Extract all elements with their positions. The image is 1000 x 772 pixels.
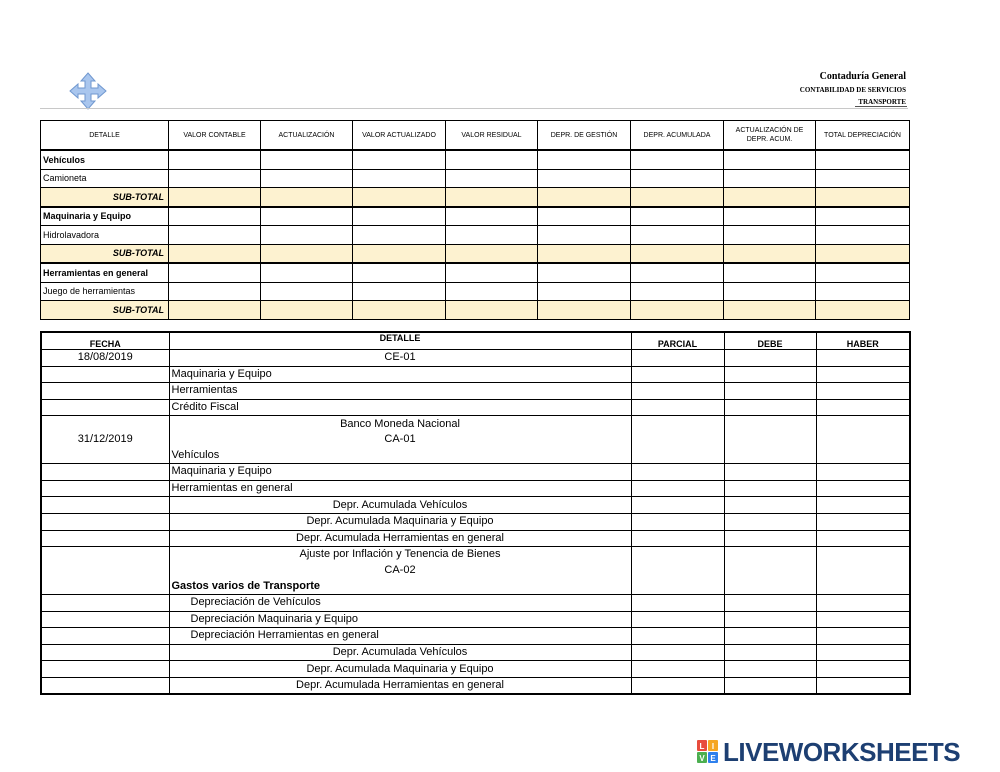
answer-cell[interactable] — [261, 188, 353, 207]
answer-cell[interactable] — [816, 150, 910, 169]
answer-cell[interactable] — [169, 226, 261, 245]
answer-cell[interactable] — [169, 263, 261, 282]
debe-cell[interactable] — [724, 448, 816, 464]
entry-detail: Vehículos — [169, 448, 631, 464]
entry-date — [41, 399, 169, 416]
haber-cell[interactable] — [816, 594, 910, 611]
debe-cell[interactable] — [724, 464, 816, 481]
answer-cell[interactable] — [353, 169, 446, 188]
entry-date — [41, 563, 169, 579]
answer-cell[interactable] — [538, 244, 631, 263]
debe-cell[interactable] — [724, 366, 816, 383]
answer-cell[interactable] — [538, 150, 631, 169]
entry-date — [41, 628, 169, 645]
haber-cell[interactable] — [816, 464, 910, 481]
answer-cell[interactable] — [261, 169, 353, 188]
group-row — [41, 263, 910, 282]
row-label: Herramientas en general — [41, 263, 169, 282]
answer-cell[interactable] — [169, 188, 261, 207]
answer-cell[interactable] — [816, 244, 910, 263]
answer-cell[interactable] — [538, 226, 631, 245]
debe-cell[interactable] — [724, 563, 816, 579]
journal-row — [41, 464, 910, 481]
journal-row — [41, 366, 910, 383]
item-row — [41, 226, 910, 245]
entry-detail: Depr. Acumulada Vehículos — [169, 644, 631, 661]
answer-cell[interactable] — [724, 226, 816, 245]
entry-detail: Depr. Acumulada Herramientas en general — [169, 530, 631, 547]
answer-cell[interactable] — [816, 301, 910, 320]
answer-cell[interactable] — [446, 188, 538, 207]
debe-cell[interactable] — [724, 480, 816, 497]
answer-cell[interactable] — [261, 301, 353, 320]
answer-cell[interactable] — [631, 263, 724, 282]
debe-cell[interactable] — [724, 383, 816, 400]
entry-detail: Depreciación Maquinaria y Equipo — [169, 611, 631, 628]
haber-cell[interactable] — [816, 399, 910, 416]
answer-cell[interactable] — [353, 150, 446, 169]
liveworksheets-wordmark: LIVEWORKSHEETS — [723, 737, 961, 767]
col-debe: DEBE — [724, 332, 816, 350]
answer-cell[interactable] — [353, 301, 446, 320]
debe-cell[interactable] — [724, 594, 816, 611]
entry-detail: Herramientas en general — [169, 480, 631, 497]
entry-detail: CA-02 — [169, 563, 631, 579]
haber-cell[interactable] — [816, 480, 910, 497]
answer-cell[interactable] — [353, 188, 446, 207]
parcial-cell[interactable] — [631, 513, 724, 530]
answer-cell[interactable] — [538, 188, 631, 207]
entry-detail: Ajuste por Inflación y Tenencia de Bienes — [169, 547, 631, 563]
entry-date — [41, 416, 169, 432]
debe-cell[interactable] — [724, 547, 816, 563]
entry-detail: Banco Moneda Nacional — [169, 416, 631, 432]
col-total-depreciacion: TOTAL DEPRECIACIÓN — [816, 121, 910, 151]
parcial-cell[interactable] — [631, 547, 724, 563]
answer-cell[interactable] — [446, 244, 538, 263]
answer-cell[interactable] — [446, 263, 538, 282]
parcial-cell[interactable] — [631, 416, 724, 432]
answer-cell[interactable] — [631, 244, 724, 263]
liveworksheets-logo — [697, 738, 993, 766]
haber-cell[interactable] — [816, 513, 910, 530]
entry-date — [41, 547, 169, 563]
col-haber: HABER — [816, 332, 910, 350]
answer-cell[interactable] — [446, 301, 538, 320]
group-row — [41, 207, 910, 226]
parcial-cell[interactable] — [631, 661, 724, 678]
haber-cell[interactable] — [816, 530, 910, 547]
journal-row — [41, 563, 910, 579]
answer-cell[interactable] — [724, 169, 816, 188]
answer-cell[interactable] — [538, 207, 631, 226]
answer-cell[interactable] — [816, 207, 910, 226]
journal-row — [41, 547, 910, 563]
col-depr-gestion: DEPR. DE GESTIÓN — [538, 121, 631, 151]
entry-date: 31/12/2019 — [41, 432, 169, 448]
haber-cell[interactable] — [816, 432, 910, 448]
badge-letter-i: I — [711, 742, 715, 751]
answer-cell[interactable] — [446, 207, 538, 226]
entry-detail: Maquinaria y Equipo — [169, 366, 631, 383]
answer-cell[interactable] — [353, 244, 446, 263]
row-label: Maquinaria y Equipo — [41, 207, 169, 226]
journal-table-header — [41, 332, 910, 350]
parcial-cell[interactable] — [631, 677, 724, 694]
answer-cell[interactable] — [261, 282, 353, 301]
haber-cell[interactable] — [816, 383, 910, 400]
haber-cell[interactable] — [816, 628, 910, 645]
answer-cell[interactable] — [538, 169, 631, 188]
parcial-cell[interactable] — [631, 628, 724, 645]
col-actualizacion: ACTUALIZACIÓN — [261, 121, 353, 151]
journal-row — [41, 399, 910, 416]
journal-row — [41, 432, 910, 448]
entry-date — [41, 513, 169, 530]
parcial-cell[interactable] — [631, 366, 724, 383]
answer-cell[interactable] — [353, 263, 446, 282]
answer-cell[interactable] — [816, 282, 910, 301]
answer-cell[interactable] — [631, 226, 724, 245]
subtotal-row — [41, 244, 910, 263]
area-name: TRANSPORTE — [858, 98, 906, 106]
answer-cell[interactable] — [724, 150, 816, 169]
entry-detail: Herramientas — [169, 383, 631, 400]
col-detalle-journal: DETALLE — [169, 332, 631, 350]
debe-cell[interactable] — [724, 628, 816, 645]
entry-date — [41, 594, 169, 611]
haber-cell[interactable] — [816, 547, 910, 563]
header-underline — [855, 106, 907, 107]
entry-detail: Maquinaria y Equipo — [169, 464, 631, 481]
answer-cell[interactable] — [169, 301, 261, 320]
haber-cell[interactable] — [816, 350, 910, 367]
haber-cell[interactable] — [816, 497, 910, 514]
journal-row — [41, 594, 910, 611]
entry-date — [41, 677, 169, 694]
haber-cell[interactable] — [816, 448, 910, 464]
company-name: Contaduría General — [819, 71, 906, 82]
debe-cell[interactable] — [724, 644, 816, 661]
answer-cell[interactable] — [169, 282, 261, 301]
parcial-cell[interactable] — [631, 480, 724, 497]
journal-row — [41, 448, 910, 464]
row-label: SUB-TOTAL — [41, 188, 169, 207]
answer-cell[interactable] — [353, 207, 446, 226]
row-label: Camioneta — [41, 169, 169, 188]
entry-date — [41, 578, 169, 594]
entry-date — [41, 497, 169, 514]
entry-detail: Depr. Acumulada Maquinaria y Equipo — [169, 661, 631, 678]
entry-date — [41, 530, 169, 547]
entry-date — [41, 366, 169, 383]
answer-cell[interactable] — [538, 263, 631, 282]
entry-detail: Depr. Acumulada Maquinaria y Equipo — [169, 513, 631, 530]
haber-cell[interactable] — [816, 578, 910, 594]
debe-cell[interactable] — [724, 661, 816, 678]
entry-date — [41, 480, 169, 497]
answer-cell[interactable] — [261, 263, 353, 282]
answer-cell[interactable] — [446, 150, 538, 169]
group-row — [41, 150, 910, 169]
answer-cell[interactable] — [169, 150, 261, 169]
debe-cell[interactable] — [724, 513, 816, 530]
parcial-cell[interactable] — [631, 644, 724, 661]
answer-cell[interactable] — [631, 282, 724, 301]
parcial-cell[interactable] — [631, 350, 724, 367]
haber-cell[interactable] — [816, 677, 910, 694]
row-label: Hidrolavadora — [41, 226, 169, 245]
col-fecha: FECHA — [41, 332, 169, 350]
haber-cell[interactable] — [816, 661, 910, 678]
debe-cell[interactable] — [724, 416, 816, 432]
parcial-cell[interactable] — [631, 399, 724, 416]
parcial-cell[interactable] — [631, 563, 724, 579]
journal-row — [41, 661, 910, 678]
answer-cell[interactable] — [446, 226, 538, 245]
answer-cell[interactable] — [816, 263, 910, 282]
col-valor-actualizado: VALOR ACTUALIZADO — [353, 121, 446, 151]
answer-cell[interactable] — [261, 226, 353, 245]
entry-date — [41, 448, 169, 464]
answer-cell[interactable] — [261, 207, 353, 226]
haber-cell[interactable] — [816, 611, 910, 628]
haber-cell[interactable] — [816, 366, 910, 383]
answer-cell[interactable] — [724, 244, 816, 263]
answer-cell[interactable] — [724, 301, 816, 320]
department-name: CONTABILIDAD DE SERVICIOS — [799, 86, 906, 94]
answer-cell[interactable] — [538, 301, 631, 320]
col-actualizacion-depr: ACTUALIZACIÓN DE DEPR. ACUM. — [724, 121, 816, 151]
item-row — [41, 282, 910, 301]
answer-cell[interactable] — [353, 282, 446, 301]
row-label: SUB-TOTAL — [41, 244, 169, 263]
entry-date — [41, 464, 169, 481]
answer-cell[interactable] — [261, 244, 353, 263]
badge-letter-e: E — [710, 754, 716, 763]
col-parcial: PARCIAL — [631, 332, 724, 350]
entry-date — [41, 611, 169, 628]
entry-detail: Depr. Acumulada Vehículos — [169, 497, 631, 514]
answer-cell[interactable] — [261, 150, 353, 169]
answer-cell[interactable] — [724, 188, 816, 207]
badge-letter-l: L — [699, 742, 705, 751]
subtotal-row — [41, 188, 910, 207]
answer-cell[interactable] — [446, 282, 538, 301]
move-arrows-icon[interactable] — [62, 72, 114, 110]
answer-cell[interactable] — [631, 301, 724, 320]
answer-cell[interactable] — [631, 207, 724, 226]
journal-row — [41, 644, 910, 661]
asset-depreciation-table — [40, 120, 910, 320]
journal-row — [41, 677, 910, 694]
parcial-cell[interactable] — [631, 383, 724, 400]
debe-cell[interactable] — [724, 530, 816, 547]
answer-cell[interactable] — [353, 226, 446, 245]
parcial-cell[interactable] — [631, 432, 724, 448]
answer-cell[interactable] — [538, 282, 631, 301]
answer-cell[interactable] — [169, 169, 261, 188]
row-label: SUB-TOTAL — [41, 301, 169, 320]
journal-row — [41, 497, 910, 514]
parcial-cell[interactable] — [631, 448, 724, 464]
answer-cell[interactable] — [724, 263, 816, 282]
entry-detail: CA-01 — [169, 432, 631, 448]
col-valor-residual: VALOR RESIDUAL — [446, 121, 538, 151]
entry-date — [41, 644, 169, 661]
debe-cell[interactable] — [724, 399, 816, 416]
entry-date: 18/08/2019 — [41, 350, 169, 367]
entry-detail: Depreciación de Vehículos — [169, 594, 631, 611]
haber-cell[interactable] — [816, 644, 910, 661]
haber-cell[interactable] — [816, 416, 910, 432]
entry-detail: CE-01 — [169, 350, 631, 367]
col-valor-contable: VALOR CONTABLE — [169, 121, 261, 151]
parcial-cell[interactable] — [631, 497, 724, 514]
asset-table-header — [41, 121, 910, 151]
debe-cell[interactable] — [724, 677, 816, 694]
parcial-cell[interactable] — [631, 578, 724, 594]
liveworksheets-badge-icon — [697, 740, 719, 764]
row-label: Juego de herramientas — [41, 282, 169, 301]
entry-detail: Crédito Fiscal — [169, 399, 631, 416]
item-row — [41, 169, 910, 188]
answer-cell[interactable] — [446, 169, 538, 188]
answer-cell[interactable] — [724, 207, 816, 226]
entry-date — [41, 661, 169, 678]
answer-cell[interactable] — [631, 150, 724, 169]
answer-cell[interactable] — [631, 169, 724, 188]
journal-row — [41, 350, 910, 367]
journal-row — [41, 578, 910, 594]
journal-row — [41, 628, 910, 645]
journal-row — [41, 530, 910, 547]
parcial-cell[interactable] — [631, 530, 724, 547]
journal-row — [41, 611, 910, 628]
col-depr-acumulada: DEPR. ACUMULADA — [631, 121, 724, 151]
journal-entries-table — [40, 331, 911, 695]
debe-cell[interactable] — [724, 611, 816, 628]
answer-cell[interactable] — [631, 188, 724, 207]
entry-detail: Depreciación Herramientas en general — [169, 628, 631, 645]
debe-cell[interactable] — [724, 350, 816, 367]
journal-row — [41, 383, 910, 400]
badge-letter-v: V — [699, 754, 705, 763]
journal-row — [41, 416, 910, 432]
journal-row — [41, 480, 910, 497]
answer-cell[interactable] — [169, 207, 261, 226]
answer-cell[interactable] — [816, 188, 910, 207]
entry-detail: Gastos varios de Transporte — [169, 578, 631, 594]
parcial-cell[interactable] — [631, 611, 724, 628]
row-label: Vehículos — [41, 150, 169, 169]
debe-cell[interactable] — [724, 578, 816, 594]
answer-cell[interactable] — [816, 169, 910, 188]
header-divider — [40, 108, 908, 109]
parcial-cell[interactable] — [631, 594, 724, 611]
parcial-cell[interactable] — [631, 464, 724, 481]
journal-row — [41, 513, 910, 530]
answer-cell[interactable] — [816, 226, 910, 245]
entry-detail: Depr. Acumulada Herramientas en general — [169, 677, 631, 694]
answer-cell[interactable] — [724, 282, 816, 301]
entry-date — [41, 383, 169, 400]
haber-cell[interactable] — [816, 563, 910, 579]
col-detalle: DETALLE — [41, 121, 169, 151]
debe-cell[interactable] — [724, 497, 816, 514]
answer-cell[interactable] — [169, 244, 261, 263]
debe-cell[interactable] — [724, 432, 816, 448]
subtotal-row — [41, 301, 910, 320]
